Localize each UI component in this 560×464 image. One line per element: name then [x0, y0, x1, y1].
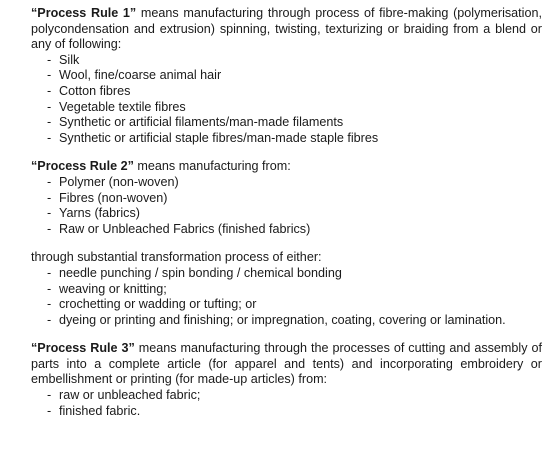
list-item [47, 388, 542, 404]
list-item-text: Silk [59, 52, 80, 67]
list-item [47, 313, 542, 329]
list-item [47, 191, 542, 207]
list-item-text: weaving or knitting; [59, 281, 167, 296]
list-item-text: Wool, fine/coarse animal hair [59, 68, 222, 83]
transformation-process-section [31, 250, 542, 328]
dash-bullet: - [47, 130, 52, 145]
dash-bullet: - [47, 115, 52, 130]
list-item [47, 175, 542, 191]
dash-bullet: - [47, 312, 52, 327]
process-rule-2-list [31, 175, 542, 237]
list-item-text: Synthetic or artificial filaments/man-made filaments [59, 115, 344, 130]
process-rule-1-term: “Process Rule 1” [31, 6, 137, 20]
process-rule-1-list [31, 53, 542, 147]
dash-bullet: - [47, 403, 52, 418]
process-rule-3-text: means manufacturing through the processes of cutting and assembly of parts into a complete article (for apparel and tents) and incorporating embroidery or embellishment or printing (for made-up articles) from: [31, 341, 542, 387]
list-item [47, 266, 542, 282]
list-item-text: Vegetable textile fibres [59, 99, 186, 114]
list-item [47, 206, 542, 222]
dash-bullet: - [47, 206, 52, 221]
transformation-process-intro [31, 250, 542, 266]
process-rule-2-section [31, 159, 542, 237]
transformation-process-text: through substantial transformation process of either: [31, 250, 322, 265]
dash-bullet: - [47, 297, 52, 312]
dash-bullet: - [47, 281, 52, 296]
process-rule-1-section [31, 6, 542, 146]
dash-bullet: - [47, 174, 52, 189]
list-item-text: Synthetic or artificial staple fibres/man-made staple fibres [59, 130, 379, 145]
process-rule-1-definition [31, 6, 542, 53]
dash-bullet: - [47, 265, 52, 280]
list-item-text: finished fabric. [59, 403, 141, 418]
list-item [47, 282, 542, 298]
list-item [47, 222, 542, 238]
list-item [47, 68, 542, 84]
dash-bullet: - [47, 388, 52, 403]
dash-bullet: - [47, 83, 52, 98]
list-item [47, 297, 542, 313]
process-rule-2-definition [31, 159, 542, 175]
process-rule-2-text: means manufacturing from: [133, 159, 291, 174]
dash-bullet: - [47, 190, 52, 205]
dash-bullet: - [47, 68, 52, 83]
list-item-text: dyeing or printing and finishing; or impregnation, coating, covering or lamination. [59, 312, 506, 327]
list-item-text: crochetting or wadding or tufting; or [59, 297, 257, 312]
list-item [47, 404, 542, 420]
list-item-text: Raw or Unbleached Fabrics (finished fabrics) [59, 221, 311, 236]
dash-bullet: - [47, 52, 52, 67]
list-item-text: Cotton fibres [59, 83, 131, 98]
list-item-text: Fibres (non-woven) [59, 190, 168, 205]
process-rule-3-definition [31, 341, 542, 388]
list-item [47, 115, 542, 131]
dash-bullet: - [47, 221, 52, 236]
list-item [47, 84, 542, 100]
process-rule-2-term: “Process Rule 2” [31, 159, 134, 174]
list-item-text: Polymer (non-woven) [59, 174, 179, 189]
process-rule-1-text: means manufacturing through process of fibre-making (polymerisation, polycondensation and extrusion) spinning, twisting, texturizing or braiding from a blend or any of following: [31, 6, 542, 52]
process-rule-3-section [31, 341, 542, 419]
list-item [47, 53, 542, 69]
list-item [47, 131, 542, 147]
dash-bullet: - [47, 99, 52, 114]
process-rule-3-term: “Process Rule 3” [31, 341, 135, 356]
list-item-text: raw or unbleached fabric; [59, 388, 201, 403]
list-item-text: Yarns (fabrics) [59, 206, 140, 221]
process-rule-3-list [31, 388, 542, 419]
list-item [47, 100, 542, 116]
list-item-text: needle punching / spin bonding / chemical bonding [59, 265, 342, 280]
transformation-process-list [31, 266, 542, 328]
